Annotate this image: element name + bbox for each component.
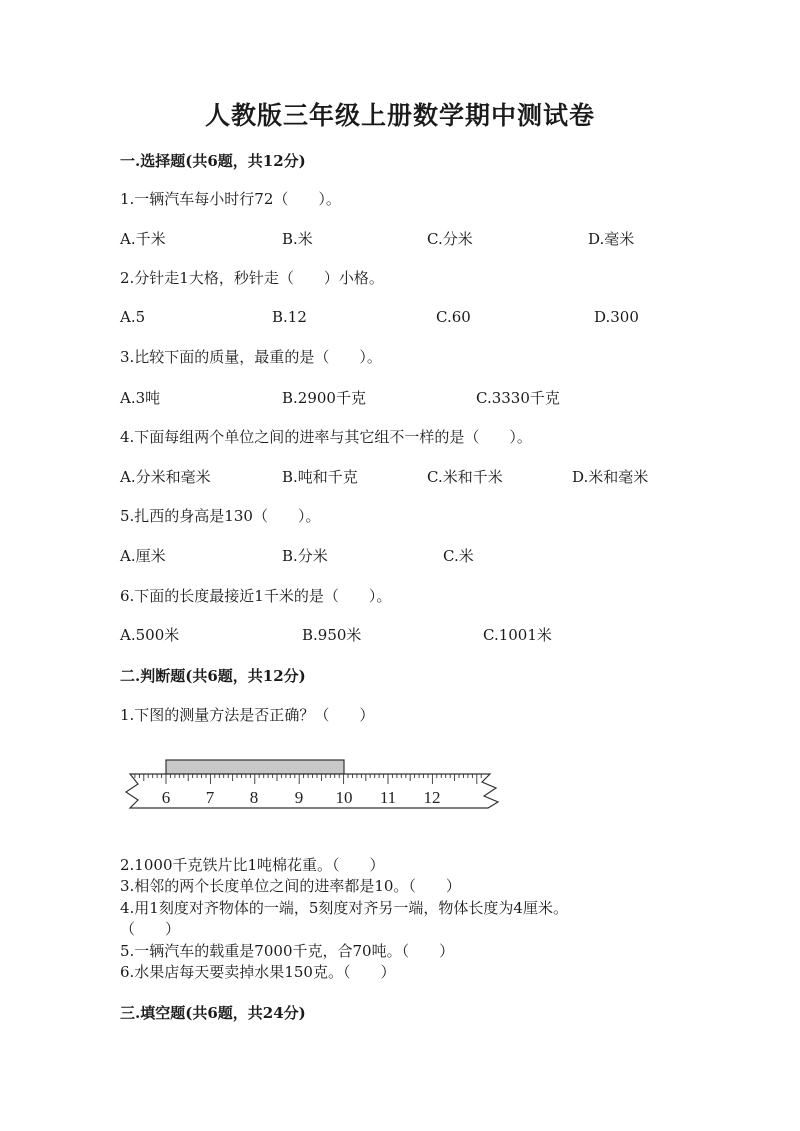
section-heading-choice: 一.选择题(共6题，共12分) [120,152,306,170]
measured-object-bar [166,760,344,774]
q2-option-b: B.12 [272,308,307,326]
q2-option-d: D.300 [594,308,639,326]
q4-option-d: D.米和毫米 [572,468,649,486]
question-6: 6.下面的长度最接近1千米的是（ ）。 [120,587,392,605]
ruler-label-9: 9 [294,788,304,807]
ruler-label-11: 11 [379,788,397,807]
q6-option-b: B.950米 [302,626,362,644]
q3-option-a: A.3吨 [120,389,161,407]
q2-option-c: C.60 [436,308,471,326]
q5-option-a: A.厘米 [120,547,166,565]
q6-option-c: C.1001米 [483,626,552,644]
ruler-label-6: 6 [161,788,171,807]
q2-option-a: A.5 [120,308,146,326]
section-heading-fill-blank: 三.填空题(共6题，共24分) [120,1004,306,1022]
ruler-measurement-figure [120,752,510,816]
ruler-body [126,774,498,808]
tf-question-4-blank: （ ） [120,920,181,938]
ruler-label-8: 8 [249,788,259,807]
question-1: 1.一辆汽车每小时行72（ ）。 [120,190,341,208]
tf-question-6: 6.水果店每天要卖掉水果150克。（ ） [120,963,396,981]
q3-option-b: B.2900千克 [282,389,366,407]
tf-question-2: 2.1000千克铁片比1吨棉花重。（ ） [120,856,385,874]
q5-option-b: B.分米 [282,547,328,565]
tf-question-5: 5.一辆汽车的载重是7000千克，合70吨。（ ） [120,942,455,960]
tf-question-4: 4.用1刻度对齐物体的一端，5刻度对齐另一端，物体长度为4厘米。 [120,899,568,917]
question-3: 3.比较下面的质量，最重的是（ ）。 [120,348,382,366]
q4-option-b: B.吨和千克 [282,468,358,486]
ruler-label-7: 7 [205,788,215,807]
q6-option-a: A.500米 [120,626,180,644]
page-title: 人教版三年级上册数学期中测试卷 [204,101,595,130]
q4-option-c: C.米和千米 [427,468,503,486]
q3-option-c: C.3330千克 [476,389,560,407]
tf-question-1: 1.下图的测量方法是否正确？（ ） [120,706,375,724]
q1-option-d: D.毫米 [588,230,635,248]
q1-option-a: A.千米 [120,230,166,248]
section-heading-true-false: 二.判断题(共6题，共12分) [120,667,306,685]
q4-option-a: A.分米和毫米 [120,468,211,486]
ruler-label-10: 10 [335,788,353,807]
question-5: 5.扎西的身高是130（ ）。 [120,507,321,525]
question-4: 4.下面每组两个单位之间的进率与其它组不一样的是（ ）。 [120,428,532,446]
q1-option-b: B.米 [282,230,313,248]
q5-option-c: C.米 [443,547,474,565]
q1-option-c: C.分米 [427,230,473,248]
tf-question-3: 3.相邻的两个长度单位之间的进率都是10。（ ） [120,877,461,895]
question-2: 2.分针走1大格，秒针走（ ）小格。 [120,269,384,287]
ruler-label-12: 12 [423,788,441,807]
